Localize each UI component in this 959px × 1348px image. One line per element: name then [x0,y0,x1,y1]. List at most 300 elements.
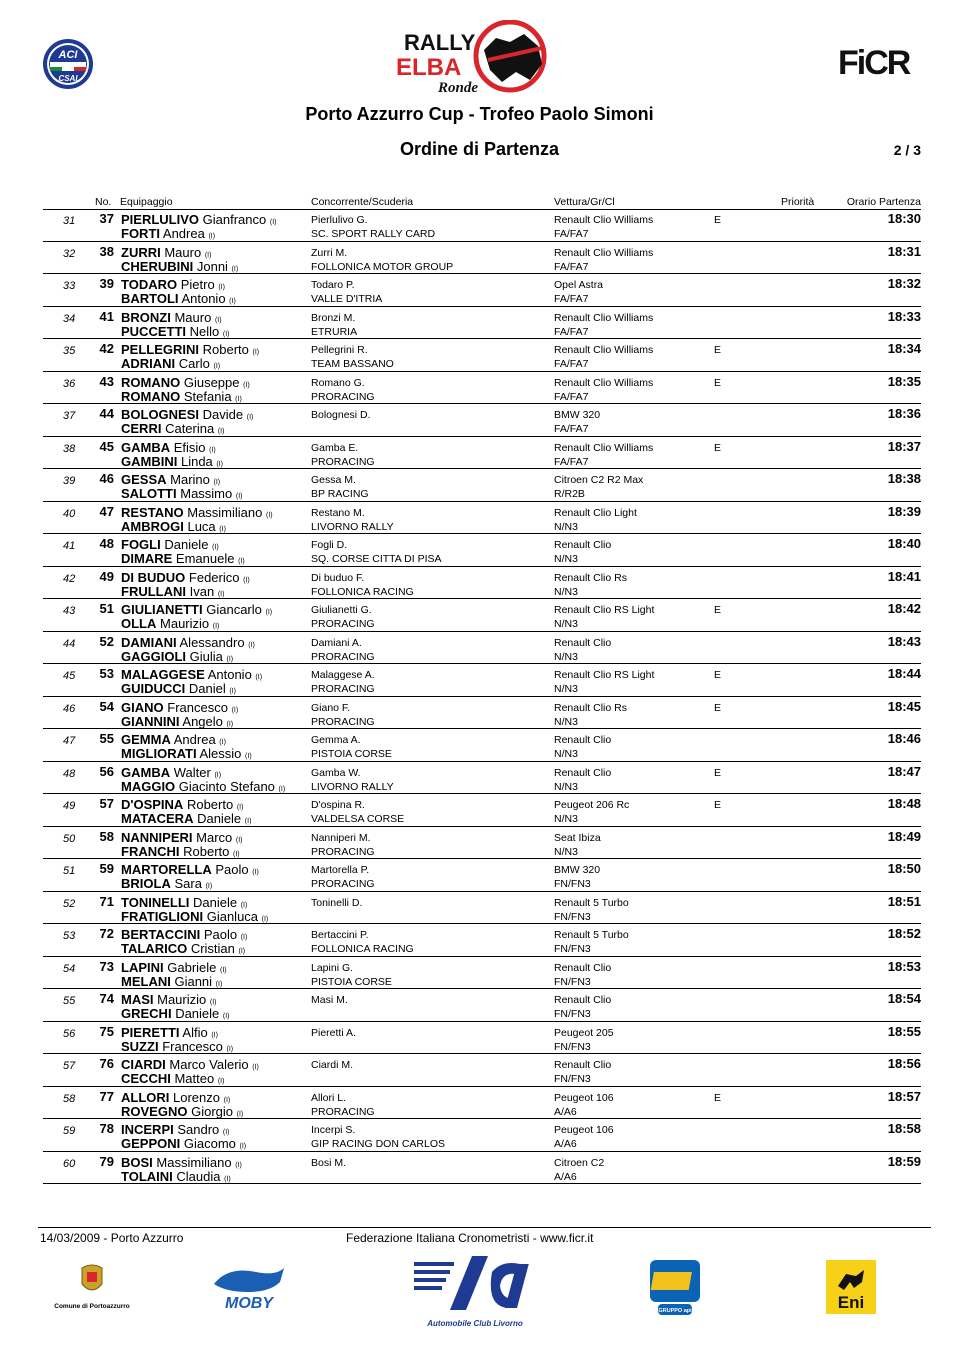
driver-nationality: (I) [240,901,248,909]
aci-logo-text: ACI [58,49,78,61]
team: VALLE D'ITRIA [311,293,383,305]
team: PRORACING [311,650,375,663]
start-position: 45 [63,670,76,682]
competitor: Bolognesi D. [311,409,371,421]
start-position: 57 [63,1060,76,1072]
codriver-surname: FRATIGLIONI [121,908,204,924]
priority: E [714,344,722,356]
team: PRORACING [311,845,375,858]
driver [121,407,253,422]
driver-nationality: (I) [236,804,244,811]
car-number: 38 [99,243,114,259]
table-row [43,534,921,567]
team: ETRURIA [311,325,358,338]
start-position: 34 [63,312,76,325]
table-row [43,892,921,925]
codriver-firstname: Roberto [183,843,230,859]
driver-firstname: Paolo [215,862,249,877]
driver-firstname: Francesco [167,699,228,715]
start-time: 18:50 [887,861,921,876]
aci-csai-logo [42,38,94,90]
codriver [121,1136,246,1151]
driver-nationality: (I) [240,934,248,941]
codriver-nationality: (I) [217,428,225,435]
priority: E [714,1091,722,1104]
team: PRORACING [311,1105,375,1118]
codriver-surname: MELANI [121,973,171,989]
car-number: 77 [99,1088,114,1104]
codriver [121,1006,230,1021]
codriver [121,389,242,404]
start-time: 18:42 [887,601,921,616]
driver [121,960,227,975]
codriver-firstname: Claudia [176,1168,221,1184]
start-position: 52 [63,897,76,910]
start-time: 18:30 [887,211,921,226]
competitor: Lapini G. [311,961,354,974]
codriver [121,844,240,859]
driver-firstname: Mauro [174,309,212,325]
driver-nationality: (I) [212,544,219,551]
car-model: Renault Clio Light [554,506,637,519]
car-number: 53 [99,666,114,681]
driver [121,570,250,585]
car-group-class: N/N3 [554,553,578,565]
codriver-surname: BARTOLI [121,291,179,306]
driver-firstname: Federico [188,569,240,585]
competitor: Restano M. [311,506,365,519]
driver-firstname: Walter [173,764,211,780]
codriver-firstname: Matteo [174,1071,215,1086]
codriver-surname: MATACERA [121,811,194,826]
codriver-nationality: (I) [205,883,213,890]
driver-nationality: (I) [266,511,273,519]
driver-nationality: (I) [218,284,225,291]
driver-surname: INCERPI [121,1122,174,1137]
driver-surname: MALAGGESE [121,667,205,682]
start-position: 42 [63,572,76,585]
codriver-nationality: (I) [213,363,221,370]
start-time: 18:33 [887,308,921,324]
team: VALDELSA CORSE [311,813,405,825]
car-group-class: FA/FA7 [554,358,589,370]
codriver-nationality: (I) [217,1078,225,1085]
car-model: Renault Clio [554,961,612,974]
codriver-nationality: (I) [219,525,226,533]
driver-surname: BRONZI [121,309,171,325]
codriver [121,909,268,924]
driver [121,992,216,1007]
competitor: Pellegrini R. [311,344,368,356]
codriver [121,356,220,371]
moby-logo-text: MOBY [225,1295,273,1312]
driver [121,1025,218,1040]
codriver-surname: FORTI [121,226,160,241]
codriver-firstname: Linda [180,453,213,469]
car-number: 58 [99,828,114,844]
ip-badge-icon [651,1272,692,1290]
codriver-surname: ROMANO [121,388,181,404]
car-model: Renault Clio Williams [554,441,654,454]
codriver-firstname: Andrea [162,226,205,241]
footer-divider [38,1227,931,1228]
car-group-class: FA/FA7 [554,228,589,240]
codriver-nationality: (I) [236,1110,244,1118]
car-number: 47 [99,503,114,519]
codriver-surname: GRECHI [121,1006,172,1021]
car-number: 37 [99,211,114,226]
codriver-nationality: (I) [231,265,239,273]
driver-surname: TONINELLI [121,894,190,910]
start-position: 50 [63,832,76,845]
codriver-surname: CECCHI [121,1071,171,1086]
car-group-class: N/N3 [554,715,578,728]
driver-firstname: Daniele [193,894,238,910]
driver-firstname: Andrea [173,732,216,747]
ficr-logo-text: FiCR [838,44,910,80]
car-number: 51 [99,601,114,616]
codriver-surname: GUIDUCCI [121,681,186,696]
driver-nationality: (I) [219,739,226,746]
car-number: 72 [99,926,114,941]
car-number: 75 [99,1023,114,1039]
driver-firstname: Mauro [164,244,202,260]
codriver-surname: ROVEGNO [121,1103,188,1119]
codriver-nationality: (I) [238,948,246,955]
codriver [121,454,223,469]
driver-firstname: Gabriele [167,959,217,975]
driver-firstname: Giancarlo [206,602,262,617]
car-model: Renault Clio Rs [554,571,627,584]
codriver-nationality: (I) [261,915,269,923]
codriver [121,681,236,696]
car-group-class: FN/FN3 [554,878,591,890]
competitor: Toninelli D. [311,896,363,909]
car-number: 54 [99,698,114,714]
car-model: Seat Ibiza [554,831,601,844]
car-model: Renault Clio Williams [554,311,654,324]
codriver-nationality: (I) [278,785,286,793]
driver [121,635,255,650]
rally-logo-line2: ELBA [396,54,462,81]
codriver [121,1169,231,1184]
start-position: 43 [63,605,76,617]
competitor: Masi M. [311,994,348,1006]
codriver [121,584,224,599]
start-time: 18:47 [887,763,921,779]
car-number: 42 [99,341,114,356]
codriver-firstname: Emanuele [175,551,235,566]
codriver-surname: FRANCHI [121,843,180,859]
car-group-class: A/A6 [554,1138,577,1150]
codriver-nationality: (I) [233,850,240,858]
table-row [43,762,921,795]
codriver [121,519,226,534]
start-position: 46 [63,702,76,715]
coat-of-arms-icon [48,1262,136,1298]
driver-surname: ZURRI [121,244,161,260]
driver [121,310,222,325]
car-model: Renault Clio Rs [554,701,627,714]
team: PISTOIA CORSE [311,975,392,988]
start-time: 18:34 [887,341,921,356]
codriver-surname: MAGGIO [121,778,176,794]
car-model: Renault Clio Williams [554,344,654,356]
driver-firstname: Davide [202,407,244,422]
codriver-nationality: (I) [215,980,223,988]
priority: E [714,376,722,389]
codriver-surname: SUZZI [121,1038,159,1054]
start-position: 33 [63,280,76,292]
driver-nationality: (I) [204,251,212,259]
column-header-equipaggio: Equipaggio [120,196,173,208]
start-time: 18:55 [887,1023,921,1039]
driver-surname: GESSA [121,472,167,487]
car-number: 78 [99,1121,114,1136]
driver-nationality: (I) [243,576,250,584]
table-row [43,209,921,242]
driver-firstname: Roberto [186,797,234,812]
codriver-firstname: Carlo [178,356,210,371]
driver-firstname: Roberto [202,342,249,357]
driver [121,277,225,292]
car-number: 74 [99,991,114,1006]
driver-surname: DAMIANI [121,634,177,650]
team: BP RACING [311,488,369,500]
whale-icon [214,1268,284,1292]
sponsor-ip-logo [650,1260,700,1316]
car-model: Renault Clio [554,766,612,779]
car-group-class: N/N3 [554,845,578,858]
codriver-surname: GEPPONI [121,1136,181,1151]
codriver-firstname: Cristian [190,941,235,956]
car-number: 73 [99,958,114,974]
driver-firstname: Massimiliano [187,504,263,520]
codriver-nationality: (I) [244,818,252,825]
car-number: 55 [99,731,114,746]
codriver-nationality: (I) [235,493,243,500]
codriver-firstname: Daniele [175,1006,220,1021]
competitor: Ciardi M. [311,1059,354,1071]
codriver-firstname: Daniele [197,811,242,826]
codriver-firstname: Daniel [188,681,226,696]
start-time: 18:39 [887,503,921,519]
driver-nationality: (I) [222,1129,230,1136]
driver-firstname: Lorenzo [173,1089,220,1105]
priority: E [714,441,722,454]
driver-surname: GIULIANETTI [121,602,203,617]
car-model: Renault Clio RS Light [554,669,655,681]
start-time: 18:57 [887,1088,921,1104]
start-time: 18:40 [887,536,921,551]
table-row [43,924,921,957]
start-position: 56 [63,1027,76,1040]
car-group-class: FA/FA7 [554,260,589,273]
table-row [43,242,921,275]
start-position: 35 [63,345,76,357]
driver-nationality: (I) [214,771,222,779]
sponsor-eni-logo [826,1260,876,1314]
table-row [43,274,921,307]
driver-surname: MASI [121,992,154,1007]
codriver-firstname: Angelo [182,713,223,729]
codriver-surname: BRIOLA [121,876,171,891]
table-row [43,957,921,990]
driver-firstname: Alfio [182,1024,208,1040]
sponsor-aci-caption: Automobile Club Livorno [427,1319,523,1328]
codriver-firstname: Gianluca [206,908,259,924]
table-row [43,664,921,697]
car-group-class: A/A6 [554,1105,577,1118]
car-model: Renault Clio Williams [554,246,654,259]
start-time: 18:38 [887,471,921,486]
driver-firstname: Marco [196,829,233,845]
codriver [121,226,215,241]
driver-nationality: (I) [231,706,239,714]
codriver [121,649,233,664]
footer-date-place: 14/03/2009 - Porto Azzurro [40,1231,184,1245]
driver [121,440,216,455]
driver-surname: BOLOGNESI [121,407,200,422]
car-number: 76 [99,1056,114,1071]
codriver-nationality: (I) [226,720,234,728]
car-group-class: FN/FN3 [554,910,591,923]
car-model: Renault Clio RS Light [554,604,655,616]
start-time: 18:45 [887,698,921,714]
driver [121,505,273,520]
codriver [121,714,233,729]
table-row [43,859,921,892]
competitor: Martorella P. [311,864,370,876]
codriver [121,974,222,989]
competitor: Todaro P. [311,279,355,291]
driver-firstname: Marino [170,472,210,487]
start-position: 49 [63,800,76,812]
team: SC. SPORT RALLY CARD [311,228,436,240]
table-row [43,469,921,502]
codriver [121,779,285,794]
team: LIVORNO RALLY [311,780,394,793]
car-group-class: A/A6 [554,1170,577,1183]
driver-nationality: (I) [235,836,243,844]
driver-surname: GIANO [121,699,164,715]
car-model: Peugeot 205 [554,1026,614,1039]
competitor: D'ospina R. [311,799,365,811]
codriver-surname: TOLAINI [121,1168,173,1184]
driver [121,1057,259,1072]
team: GIP RACING DON CARLOS [311,1138,445,1150]
driver [121,700,238,715]
team: PRORACING [311,878,375,890]
table-row [43,502,921,535]
start-position: 53 [63,930,76,942]
codriver [121,941,245,956]
codriver-firstname: Stefania [183,388,232,404]
car-number: 57 [99,796,114,811]
start-position: 36 [63,377,76,390]
car-number: 48 [99,536,114,551]
driver [121,667,262,682]
codriver [121,811,251,826]
codriver-nationality: (I) [222,1013,230,1020]
driver-surname: TODARO [121,277,178,292]
sponsor-comune-caption: Comune di Portoazzurro [54,1303,130,1310]
codriver-surname: CHERUBINI [121,258,194,274]
codriver-nationality: (I) [229,298,236,305]
driver-firstname: Massimiliano [156,1154,232,1170]
driver-nationality: (I) [252,349,260,356]
team: PRORACING [311,683,375,695]
start-time: 18:53 [887,958,921,974]
ip-caption: GRUPPO api [658,1308,692,1314]
table-row [43,404,921,437]
table-row [43,1119,921,1152]
codriver [121,259,238,274]
priority: E [714,766,722,779]
car-model: Citroen C2 R2 Max [554,474,644,486]
start-time: 18:48 [887,796,921,811]
driver-nationality: (I) [223,1096,231,1104]
table-row [43,372,921,405]
team: FOLLONICA RACING [311,585,414,598]
team: TEAM BASSANO [311,358,394,370]
codriver-nationality: (I) [222,330,230,338]
table-row [43,827,921,860]
rally-elba-ronde-logo [392,20,557,98]
competitor: Malaggese A. [311,669,375,681]
car-number: 44 [99,406,114,421]
codriver [121,616,219,631]
car-group-class: FA/FA7 [554,423,589,435]
codriver [121,876,212,891]
driver-nationality: (I) [265,609,273,616]
priority: E [714,214,722,226]
team: FOLLONICA RACING [311,943,414,955]
start-time: 18:31 [887,243,921,259]
driver-nationality: (I) [243,381,250,389]
codriver-surname: GAGGIOLI [121,648,186,664]
driver-surname: BOSI [121,1154,153,1170]
rally-logo-line3: Ronde [438,80,479,96]
car-number: 41 [99,308,114,324]
team: FOLLONICA MOTOR GROUP [311,260,454,273]
competitor: Allori L. [311,1091,347,1104]
driver-surname: FOGLI [121,537,161,552]
codriver-nationality: (I) [224,1175,231,1183]
driver-nationality: (I) [248,641,255,649]
team: SQ. CORSE CITTA DI PISA [311,553,442,565]
codriver-firstname: Sara [174,876,202,891]
sponsor-comune-logo [48,1262,136,1312]
table-row [43,632,921,665]
codriver-firstname: Alessio [199,746,242,761]
codriver [121,291,236,306]
driver [121,245,211,260]
competitor: Giulianetti G. [311,604,372,616]
car-model: Peugeot 106 [554,1124,614,1136]
car-model: Peugeot 106 [554,1091,614,1104]
start-position: 44 [63,637,76,650]
table-row [43,307,921,340]
competitor: Bronzi M. [311,311,356,324]
car-number: 56 [99,763,114,779]
car-model: BMW 320 [554,864,601,876]
driver [121,765,221,780]
start-time: 18:58 [887,1121,921,1136]
table-row [43,1087,921,1120]
driver [121,927,247,942]
page-title: Porto Azzurro Cup - Trofeo Paolo Simoni [305,104,654,124]
